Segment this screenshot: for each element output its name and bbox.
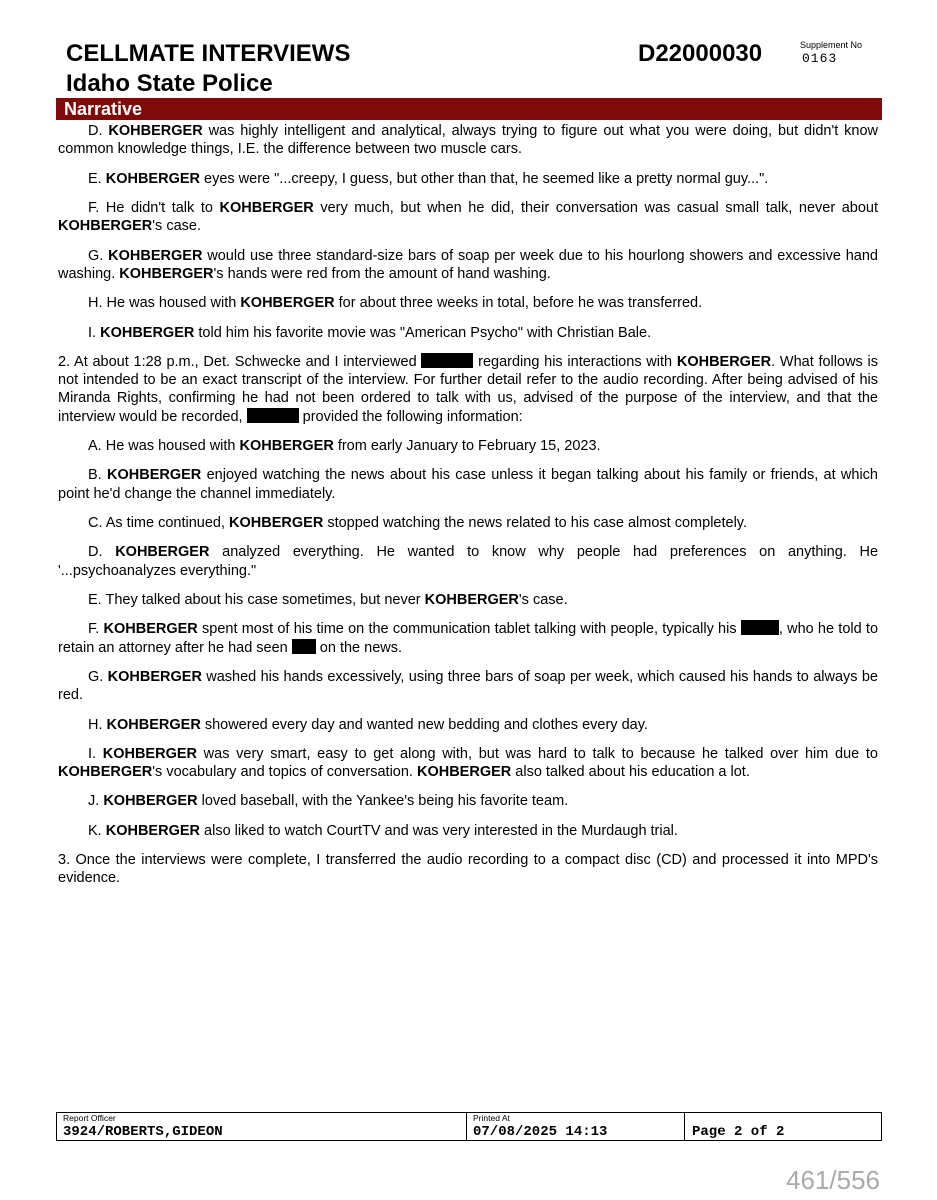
redaction-block [421, 353, 473, 368]
paragraph-text: J. [88, 793, 104, 810]
subject-name: KOHBERGER [58, 764, 153, 781]
paragraph-text: F. [88, 621, 104, 638]
paragraph-text: I. [88, 324, 101, 341]
paragraph-text: D. [88, 123, 109, 139]
paragraph-text: washed his hands excessively, using three bars of soap per week, which caused his hands to always be red. [58, 668, 878, 704]
subject-name: KOHBERGER [108, 247, 203, 264]
paragraph-text: H. [88, 716, 107, 733]
narrative-paragraph [58, 294, 878, 312]
narrative-paragraph [58, 822, 878, 840]
narrative-paragraph [58, 199, 878, 235]
paragraph-text: analyzed everything. He wanted to know why people had preferences on anything. He '...psychoanalyzes everything." [58, 544, 879, 579]
subject-name: KOHBERGER [115, 544, 210, 561]
report-officer-value: 3924/ROBERTS,GIDEON [63, 1124, 223, 1140]
printed-at-value: 07/08/2025 14:13 [473, 1124, 608, 1140]
paragraph-text: E. They talked about his case sometimes, but never [88, 591, 425, 608]
subject-name: KOHBERGER [58, 218, 153, 235]
narrative-paragraph: 3. Once the interviews were complete, I transferred the audio recording to a compact disc (CD) and processed it into MPD's evidence. [58, 852, 878, 887]
supplement-label: Supplement No [800, 40, 863, 50]
paragraph-text: was very smart, easy to get along with, but was hard to talk to because he talked over him due to [197, 745, 878, 762]
paragraph-text: D. [88, 544, 116, 561]
supplement-number: 0163 [802, 51, 838, 66]
subject-name: KOHBERGER [107, 668, 202, 685]
narrative-paragraph [58, 668, 878, 704]
paragraph-text: provided the following information: [298, 408, 523, 425]
subject-name: KOHBERGER [676, 353, 772, 370]
narrative-paragraph [58, 716, 878, 734]
paragraph-text: E. [88, 170, 106, 187]
subject-name: KOHBERGER [424, 591, 519, 608]
paragraph-text: also talked about his education a lot. [511, 764, 750, 781]
report-title: CELLMATE INTERVIEWS [66, 40, 351, 67]
paragraph-text: G. [88, 668, 108, 685]
paragraph-text: spent most of his time on the communication tablet talking with people, typically his [197, 621, 741, 638]
narrative-paragraph [58, 170, 878, 188]
narrative-paragraph [58, 466, 878, 502]
subject-name: KOHBERGER [102, 745, 197, 762]
paragraph-text: , who he told to retain an attorney after he had seen [58, 621, 879, 656]
paragraph-text: very much, but when he did, their conversation was casual small talk, never about [313, 199, 878, 216]
subject-name: KOHBERGER [103, 793, 198, 810]
redaction-block [741, 620, 779, 635]
paragraph-text: from early January to February 15, 2023. [333, 437, 601, 454]
paragraph-text: K. [88, 822, 106, 839]
paragraph-text: loved baseball, with the Yankee's being his favorite team. [197, 793, 569, 810]
subject-name: KOHBERGER [219, 199, 314, 216]
subject-name: KOHBERGER [119, 265, 214, 282]
paragraph-text: for about three weeks in total, before he was transferred. [334, 295, 703, 312]
narrative-paragraph [58, 247, 878, 283]
redaction-block [292, 639, 316, 654]
report-footer [56, 1112, 882, 1141]
paragraph-text: also liked to watch CourtTV and was very interested in the Murdaugh trial. [200, 822, 678, 839]
paragraph-text: 's case. [152, 218, 201, 235]
printed-at-label: Printed At [473, 1113, 510, 1123]
paragraph-text: 2. At about 1:28 p.m., Det. Schwecke and I interviewed [58, 353, 422, 370]
paragraph-text: F. He didn't talk to [88, 199, 220, 216]
narrative-section-header: Narrative [56, 98, 882, 120]
paragraph-text: enjoyed watching the news about his case unless it began talking about his family or friends, at which point he'd change the channel immediately. [58, 467, 878, 502]
paragraph-text: H. He was housed with [88, 295, 241, 312]
narrative-paragraph [58, 620, 878, 656]
paragraph-text: would use three standard-size bars of soap per week due to his hourlong showers and excessive hand washing. [58, 247, 878, 282]
paragraph-text: eyes were "...creepy, I guess, but other than that, he seemed like a pretty normal guy...". [200, 170, 769, 187]
report-officer-label: Report Officer [63, 1113, 116, 1123]
subject-name: KOHBERGER [108, 123, 203, 139]
paragraph-text: 's hands were red from the amount of hand washing. [213, 265, 551, 282]
narrative-paragraph [58, 745, 878, 781]
paragraph-text: 's case. [518, 591, 568, 608]
narrative-body [58, 122, 878, 888]
subject-name: KOHBERGER [416, 764, 512, 781]
narrative-paragraph [58, 324, 878, 342]
paragraph-text: A. He was housed with [88, 437, 240, 454]
narrative-paragraph [58, 591, 878, 609]
viewer-page-counter: 461/556 [786, 1165, 880, 1195]
subject-name: KOHBERGER [229, 514, 324, 531]
paragraph-text: . What follows is not intended to be an exact transcript of the interview. For further detail refer to the audio recording. After being advised of his Miranda Rights, confirming he had not been ordered to talk with us, advised of the purpose of the interview, and that the interview would be recorded, [58, 353, 878, 425]
subject-name: KOHBERGER [107, 467, 202, 484]
narrative-paragraph [58, 122, 878, 158]
subject-name: KOHBERGER [240, 295, 335, 312]
paragraph-text: G. [88, 247, 109, 264]
narrative-paragraph [58, 514, 878, 532]
paragraph-text: C. As time continued, [88, 514, 230, 531]
paragraph-text: on the news. [315, 639, 403, 656]
subject-name: KOHBERGER [105, 170, 200, 187]
paragraph-text: stopped watching the news related to his case almost completely. [323, 514, 747, 531]
redaction-block [247, 408, 299, 423]
subject-name: KOHBERGER [106, 716, 201, 733]
report-officer-cell [57, 1113, 467, 1140]
paragraph-text: told him his favorite movie was "American Psycho" with Christian Bale. [194, 324, 652, 341]
paragraph-text: showered every day and wanted new bedding and clothes every day. [200, 716, 648, 733]
paragraph-text: was highly intelligent and analytical, always trying to figure out what you were doing, but didn't know common knowledge things, I.E. the difference between two muscle cars. [58, 123, 878, 158]
subject-name: KOHBERGER [105, 822, 200, 839]
agency-name: Idaho State Police [66, 70, 273, 97]
page-number: Page 2 of 2 [692, 1124, 785, 1140]
printed-at-cell [467, 1113, 685, 1140]
paragraph-text: I. [88, 745, 103, 762]
narrative-paragraph [58, 353, 878, 426]
paragraph-text: regarding his interactions with [473, 353, 677, 370]
page-number-cell [685, 1113, 881, 1140]
case-number: D22000030 [638, 40, 763, 67]
narrative-paragraph [58, 543, 878, 579]
paragraph-text: 's vocabulary and topics of conversation. [152, 764, 417, 781]
subject-name: KOHBERGER [239, 437, 334, 454]
narrative-paragraph [58, 792, 878, 810]
subject-name: KOHBERGER [103, 621, 198, 638]
paragraph-text: B. [88, 467, 108, 484]
narrative-paragraph [58, 437, 878, 455]
subject-name: KOHBERGER [100, 324, 195, 341]
